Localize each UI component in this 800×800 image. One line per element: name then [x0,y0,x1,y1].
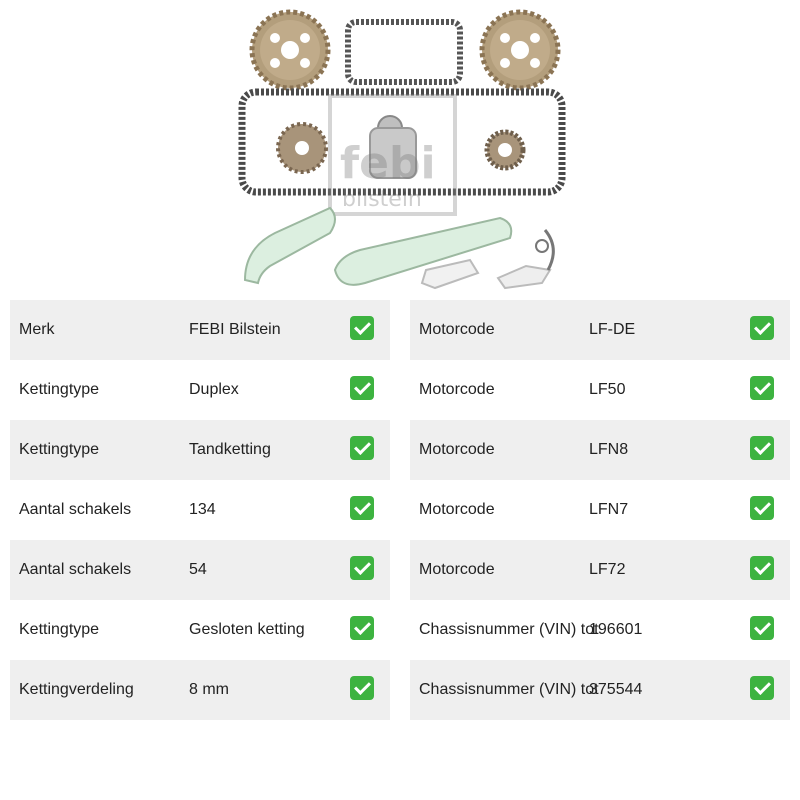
spec-label: Motorcode [419,381,495,398]
spec-table-right [410,300,790,720]
check-mark-icon [750,616,774,640]
spec-row [410,600,790,660]
spec-value: LF72 [589,561,626,578]
spec-value: Duplex [189,381,239,398]
spec-row [10,300,390,360]
spec-value: LF50 [589,381,626,398]
spec-row [410,300,790,360]
spec-label: Kettingtype [19,381,100,398]
spec-label: Motorcode [419,561,495,578]
check-mark-icon [750,436,774,460]
chain-guide-right [335,218,511,285]
spec-row [410,480,790,540]
spec-row [410,660,790,720]
spec-row [410,360,790,420]
spec-value: LFN8 [589,441,629,458]
spec-row [10,540,390,600]
spec-value: 54 [189,561,207,578]
check-mark-icon [750,556,774,580]
small-sprocket [487,132,523,168]
spec-label: Kettingtype [19,621,100,638]
spec-table-left [10,300,390,720]
spec-row [10,480,390,540]
spec-value: 375544 [589,681,643,698]
spec-row [10,420,390,480]
svg-text:febi: febi [340,138,436,189]
svg-text:bilstein: bilstein [342,187,422,212]
spec-label: Chassisnummer (VIN) tot [419,621,599,638]
spec-value: 134 [189,501,216,518]
camshaft-sprocket-right [482,12,558,88]
product-image-timing-chain-kit [230,8,570,293]
check-mark-icon [350,316,374,340]
spec-row [10,600,390,660]
spec-value: 8 mm [189,681,229,698]
spec-value: 196601 [589,621,643,638]
spec-label: Aantal schakels [19,561,132,578]
check-mark-icon [750,496,774,520]
spec-value: Gesloten ketting [189,621,305,638]
small-timing-chain [348,22,460,82]
spec-value: Tandketting [189,441,271,458]
spec-label: Chassisnummer (VIN) tot [419,681,599,698]
spec-row [410,540,790,600]
check-mark-icon [350,556,374,580]
guide-clip [422,260,478,288]
crankshaft-sprocket [278,124,326,172]
spec-value: FEBI Bilstein [189,321,281,338]
check-mark-icon [750,376,774,400]
spec-row [10,660,390,720]
camshaft-sprocket-left [252,12,328,88]
spec-value: LFN7 [589,501,629,518]
check-mark-icon [750,676,774,700]
check-mark-icon [350,496,374,520]
spec-value: LF-DE [589,321,636,338]
check-mark-icon [350,376,374,400]
spec-label: Aantal schakels [19,501,132,518]
febi-bilstein-logo [330,96,455,214]
check-mark-icon [350,436,374,460]
spec-label: Motorcode [419,321,495,338]
spec-row [410,420,790,480]
chain-guide-left [245,208,335,283]
spec-label: Kettingverdeling [19,681,134,698]
check-mark-icon [350,616,374,640]
spec-label: Merk [19,321,55,338]
spec-row [10,360,390,420]
spec-label: Kettingtype [19,441,100,458]
check-mark-icon [750,316,774,340]
check-mark-icon [350,676,374,700]
spec-label: Motorcode [419,441,495,458]
spec-label: Motorcode [419,501,495,518]
